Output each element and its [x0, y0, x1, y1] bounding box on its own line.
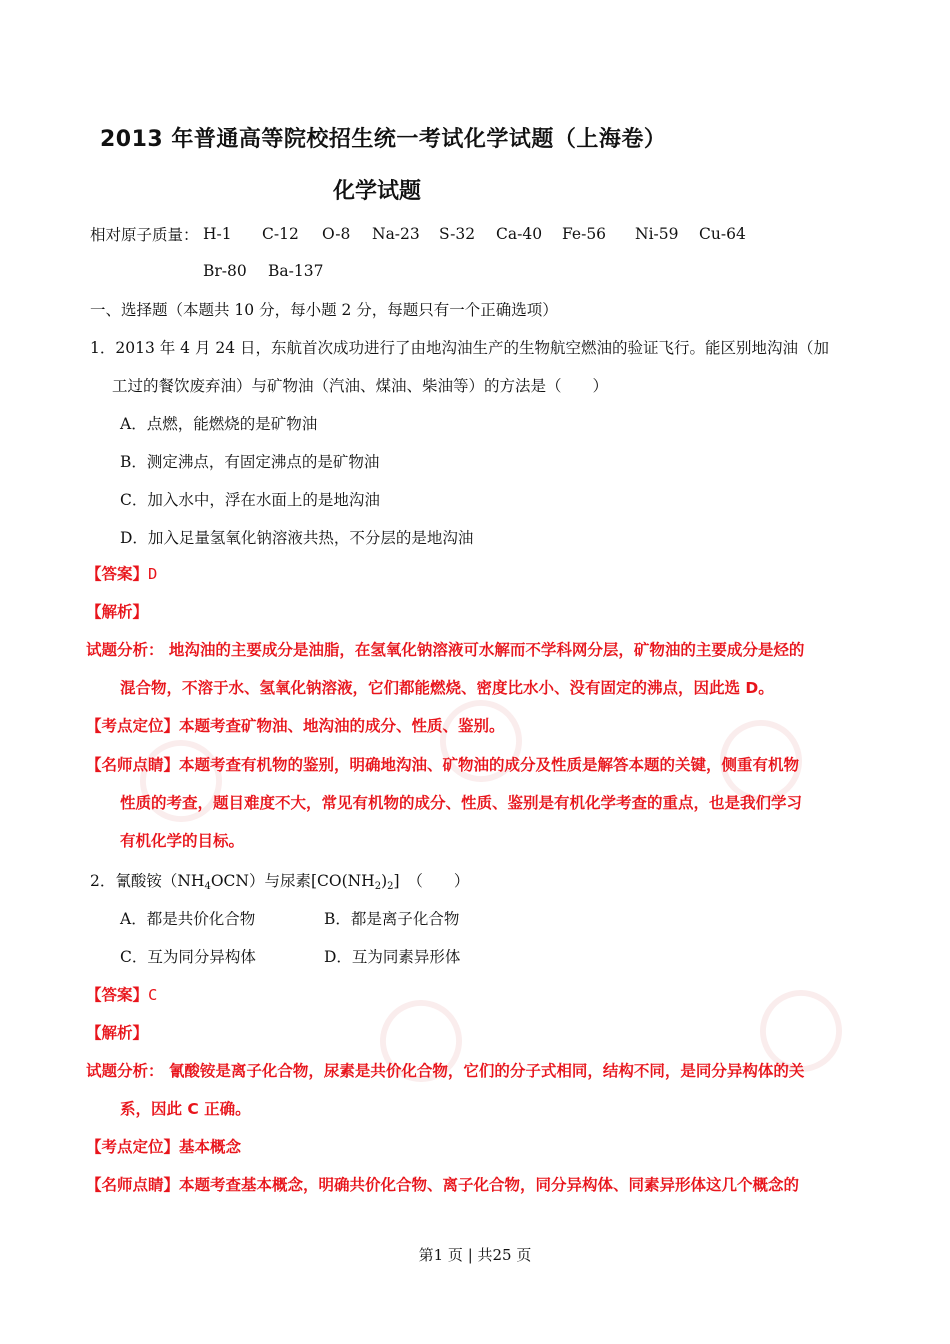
q2-kaodian: 【考点定位】基本概念 — [86, 1138, 242, 1156]
q2-analysis-label: 【解析】 — [86, 1024, 149, 1042]
q2-stem-prefix: 2．氰酸铵（NH — [90, 872, 205, 890]
q2-option-a: A．都是共价化合物 — [120, 910, 256, 928]
atomic-mass-cu: Cu-64 — [699, 225, 746, 243]
q1-option-d: D．加入足量氢氧化钠溶液共热，不分层的是地沟油 — [120, 529, 474, 547]
q1-mingshi-line1: 【名师点睛】本题考查有机物的鉴别，明确地沟油、矿物油的成分及性质是解答本题的关键，侧重有机物 — [86, 756, 800, 774]
q1-answer — [86, 564, 157, 584]
atomic-mass-c: C-12 — [262, 225, 299, 243]
q1-kaodian: 【考点定位】本题考查矿物油、地沟油的成分、性质、鉴别。 — [86, 717, 505, 735]
exam-title: 2013 年普通高等院校招生统一考试化学试题（上海卷） — [100, 127, 667, 152]
q2-analysis-line2: 系，因此 C 正确。 — [120, 1100, 251, 1118]
atomic-mass-label: 相对原子质量： — [90, 226, 199, 244]
q2-answer-value: C — [148, 986, 158, 1004]
atomic-mass-br: Br-80 — [203, 262, 247, 280]
q2-option-d: D．互为同素异形体 — [324, 948, 461, 966]
q1-option-a: A．点燃，能燃烧的是矿物油 — [120, 415, 318, 433]
q2-stem-mid2: ) — [381, 872, 388, 890]
q2-analysis-line1: 试题分析： 氰酸铵是离子化合物，尿素是共价化合物，它们的分子式相同，结构不同，是同分异构体的关 — [86, 1062, 805, 1080]
q1-stem-line1: 1．2013 年 4 月 24 日，东航首次成功进行了由地沟油生产的生物航空燃油的验证飞行。能区别地沟油（加 — [90, 339, 830, 357]
q2-stem — [90, 871, 469, 897]
atomic-mass-na: Na-23 — [372, 225, 420, 243]
atomic-mass-fe: Fe-56 — [562, 225, 607, 243]
q1-answer-value: D — [148, 565, 158, 583]
atomic-mass-s: S-32 — [439, 225, 476, 243]
q2-option-b: B．都是离子化合物 — [324, 910, 460, 928]
exam-subtitle: 化学试题 — [333, 179, 422, 204]
atomic-mass-o: O-8 — [322, 225, 351, 243]
q1-analysis-line1: 试题分析： 地沟油的主要成分是油脂，在氢氧化钠溶液可水解而不学科网分层，矿物油的主要成分是烃的 — [86, 641, 805, 659]
q2-stem-suffix: ] （ ） — [393, 872, 470, 890]
q1-mingshi-line3: 有机化学的目标。 — [120, 832, 245, 850]
q1-option-b: B．测定沸点，有固定沸点的是矿物油 — [120, 453, 380, 471]
q2-stem-sub1: 4 — [204, 881, 211, 892]
section-heading: 一、选择题（本题共 10 分，每小题 2 分，每题只有一个正确选项） — [90, 301, 558, 319]
q2-answer-label: 【答案】 — [86, 986, 149, 1004]
q2-option-c: C．互为同分异构体 — [120, 948, 256, 966]
q2-stem-sub3: 2 — [387, 881, 394, 892]
atomic-mass-ca: Ca-40 — [496, 225, 543, 243]
q1-analysis-line2: 混合物，不溶于水、氢氧化钠溶液，它们都能燃烧、密度比水小、没有固定的沸点，因此选 D。 — [120, 679, 774, 697]
q1-mingshi-line2: 性质的考查，题目难度不大，常见有机物的成分、性质、鉴别是有机化学考查的重点，也是我们学习 — [120, 794, 803, 812]
q2-stem-mid: OCN）与尿素[CO(NH — [210, 872, 375, 890]
q1-stem-line2: 工过的餐饮废弃油）与矿物油（汽油、煤油、柴油等）的方法是（ ） — [112, 377, 609, 395]
atomic-mass-h: H-1 — [203, 225, 232, 243]
q2-stem-sub2: 2 — [374, 881, 382, 892]
page-footer: 第1 页 | 共25 页 — [418, 1246, 532, 1264]
q1-analysis-label: 【解析】 — [86, 603, 149, 621]
q2-mingshi-line1: 【名师点睛】本题考查基本概念，明确共价化合物、离子化合物，同分异构体、同素异形体这几个概念的 — [86, 1176, 800, 1194]
atomic-mass-ba: Ba-137 — [268, 262, 324, 280]
atomic-mass-ni: Ni-59 — [635, 225, 679, 243]
watermark-logo-1 — [128, 728, 235, 835]
q2-answer — [86, 985, 157, 1005]
q1-answer-label: 【答案】 — [86, 565, 149, 583]
q1-option-c: C．加入水中，浮在水面上的是地沟油 — [120, 491, 380, 509]
watermark-logo-2 — [428, 688, 535, 795]
